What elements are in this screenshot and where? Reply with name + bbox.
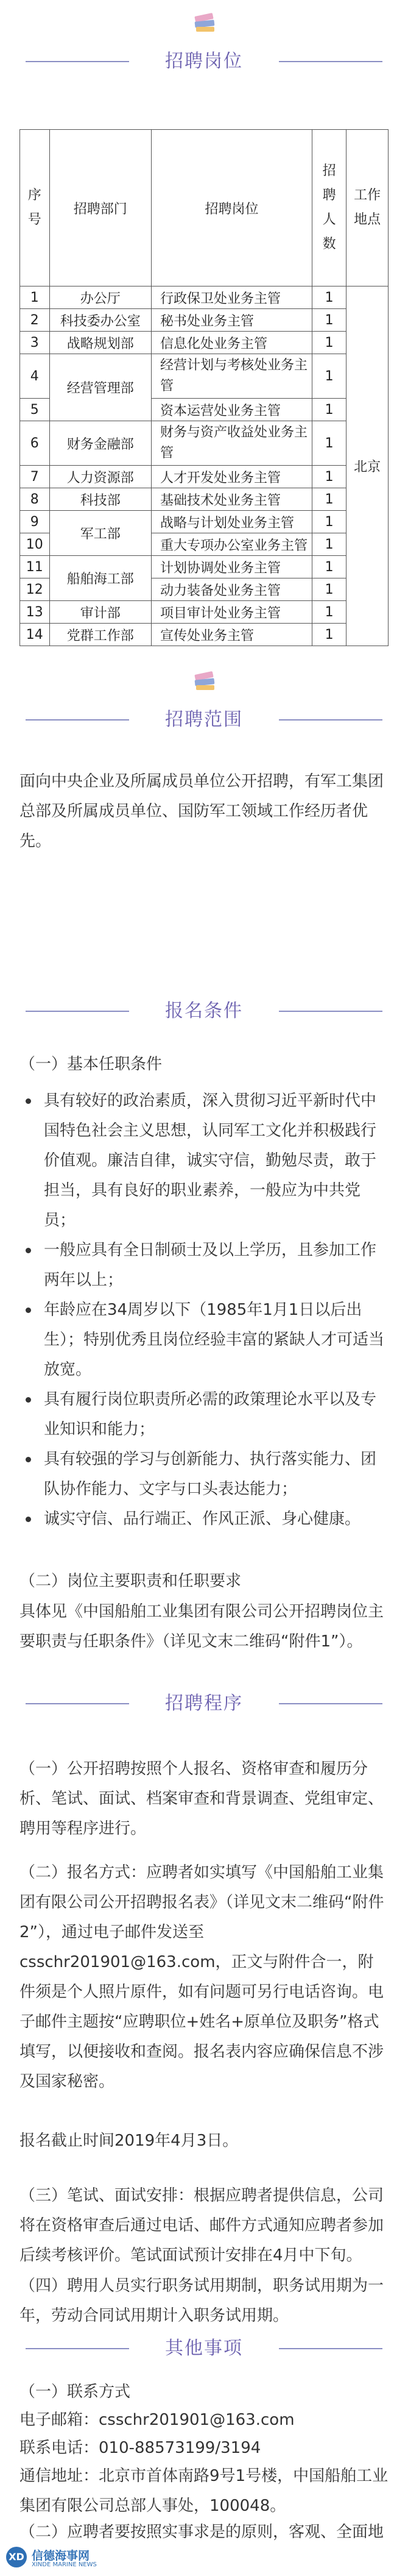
table-header-row [20,130,389,286]
book-stack-icon [191,11,218,35]
procedure-p2: （二）报名方式：应聘者如实填写《中国船舶工业集团有限公司公开招聘报名表》（详见文末二维码“附件2”），通过电子邮件发送至csschr201901@163.com，正文与附件合一，附件须是个人照片原件，如有问题可另行电话咨询。电子邮件主题按“应聘职位+姓名+原单位及职务”格式填写，以便接收和查阅。报名表内容应确保信息不涉及国家秘密。 [19,1863,384,2091]
list-item: 诚实守信、品行端正、作风正派、身心健康。 [19,1504,389,1534]
header-no: 序号 [20,130,50,286]
table-row: 4 经营管理部 经营计划与考核处业务主管 1 [20,354,389,399]
contact-phone: 联系电话：010-88573199/3194 [19,2439,261,2457]
other-p2: （二）应聘者要按照实事求是的原则，客观、全面地 [19,2523,384,2541]
contact-title: （一）联系方式 [19,2383,131,2401]
procedure-p3: （三）笔试、面试安排：根据应聘者提供信息，公司将在资格审查后通过电话、邮件方式通知应聘者参加后续考核评价。笔试面试预计安排在4月中下旬。 [19,2186,384,2265]
requirements-list [19,1086,389,1534]
section-header-positions [0,0,408,128]
procedure-deadline: 报名截止时间2019年4月3日。 [19,2132,239,2150]
list-item: 具有较好的政治素质，深入贯彻习近平新时代中国特色社会主义思想，认同军工文化并积极践行价值观。廉洁自律，诚实守信，勤勉尽责，敢于担当，具有良好的职业素养，一般应为中共党员； [19,1086,389,1236]
table-row: 6 财务金融部 财务与资产收益处业务主管 1 [20,421,389,466]
site-logo-icon: XD [6,2547,27,2567]
procedure-p4: （四）聘用人员实行职务试用期制，职务试用期为一年，劳动合同试用期计入职务试用期。 [19,2277,384,2325]
section-title: 招聘范围 [165,709,243,730]
list-item: 具有较强的学习与创新能力、执行落实能力、团队协作能力、文字与口头表达能力； [19,1445,389,1504]
duties-text: 具体见《中国船舶工业集团有限公司公开招聘岗位主要职责与任职条件》（详见文末二维码“附件1”）。 [19,1603,384,1651]
section-header-requirements [0,858,408,1022]
section-title: 报名条件 [165,1000,243,1022]
table-row: 8 科技部 基础技术处业务主管 1 [20,488,389,511]
site-name: 信德海事网 [32,2549,90,2563]
section-title: 招聘岗位 [165,51,243,72]
header-dept: 招聘部门 [49,130,152,286]
section-title: 招聘程序 [165,1693,243,1714]
table-row: 9 军工部 战略与计划处业务主管 1 [20,511,389,533]
location-cell: 北京 [346,286,389,646]
table-row: 11 船舶海工部 计划协调处业务主管 1 [20,556,389,578]
table-row: 10 重大专项办公室业务主管 1 [20,533,389,556]
header-location: 工作地点 [346,130,389,286]
table-row: 14 党群工作部 宣传处业务主管 1 [20,624,389,646]
duties-title: （二）岗位主要职责和任职要求 [19,1572,242,1590]
table-row: 12 动力装备处业务主管 1 [20,578,389,601]
contact-address: 通信地址：北京市首体南路9号1号楼，中国船舶工业集团有限公司总部人事处，100048。 [19,2467,389,2515]
table-row: 2 科技委办公室 秘书处业务主管 1 [20,309,389,332]
section-title: 其他事项 [165,2338,243,2359]
table-row: 3 战略规划部 信息化处业务主管 1 [20,332,389,354]
list-item: 年龄应在34周岁以下（1985年1月1日以后出生）；特别优秀且岗位经验丰富的紧缺人才可适当放宽。 [19,1295,389,1385]
contact-email: 电子邮箱：csschr201901@163.com [19,2411,295,2429]
basic-conditions-title: （一）基本任职条件 [19,1055,163,1073]
table-row: 5 资本运营处业务主管 1 [20,399,389,421]
header-position: 招聘岗位 [152,130,312,286]
list-item: 具有履行岗位职责所必需的政策理论水平以及专业知识和能力； [19,1385,389,1445]
table-row: 1 办公厅 行政保卫处业务主管 1 北京 [20,286,389,309]
scope-text: 面向中央企业及所属成员单位公开招聘，有军工集团总部及所属成员单位、国防军工领域工作经历者优先。 [19,772,384,850]
positions-table [19,129,389,646]
footer-watermark [0,2541,408,2576]
site-url: XINDE MARINE NEWS [32,2561,97,2568]
table-row: 13 审计部 项目审计处业务主管 1 [20,601,389,624]
list-item: 一般应具有全日制硕士及以上学历，且参加工作两年以上； [19,1236,389,1295]
table-row: 7 人力资源部 人才开发处业务主管 1 [20,466,389,488]
book-stack-icon [191,669,218,694]
header-count: 招聘人数 [312,130,346,286]
procedure-p1: （一）公开招聘按照个人报名、资格审查和履历分析、笔试、面试、档案审查和背景调查、党组审定、聘用等程序进行。 [19,1760,384,1838]
